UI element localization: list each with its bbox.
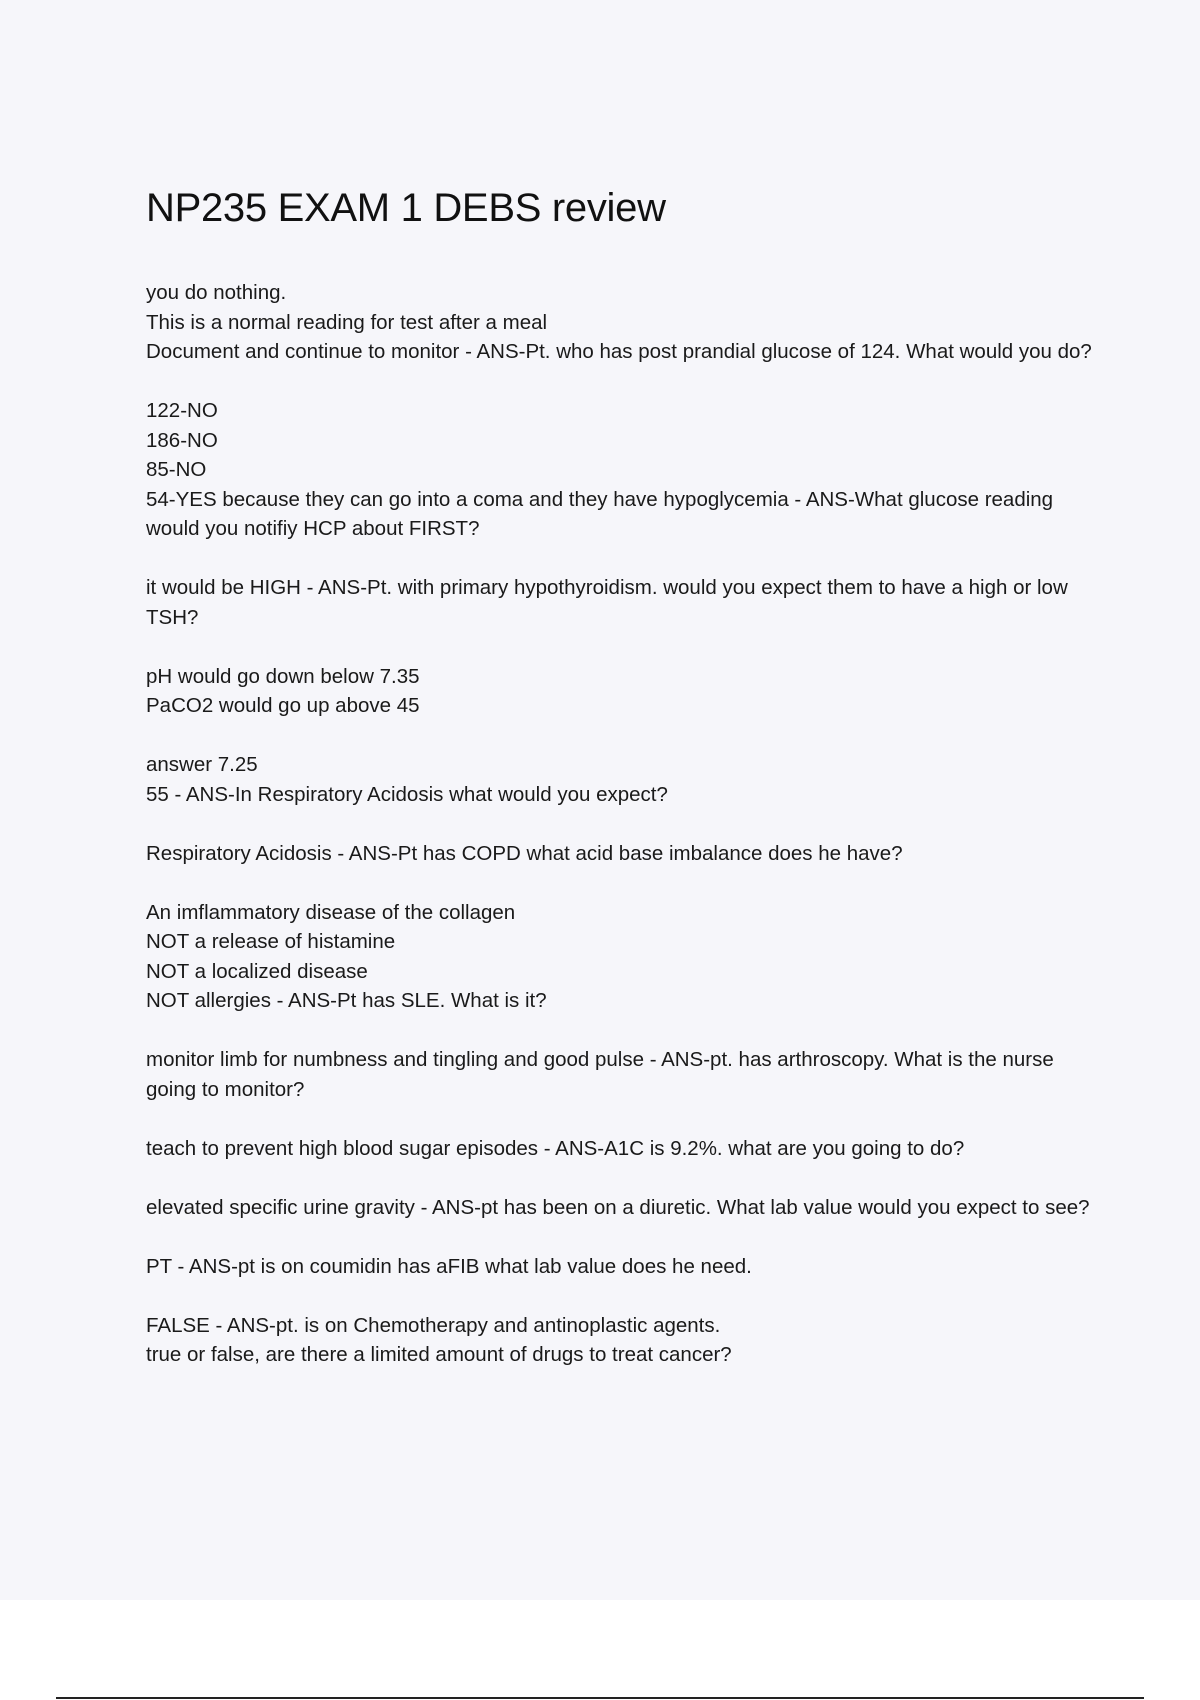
text-line: teach to prevent high blood sugar episodes - ANS-A1C is 9.2%. what are you going to do? xyxy=(146,1136,965,1160)
text-line: true or false, are there a limited amount of drugs to treat cancer? xyxy=(146,1343,732,1366)
text-line: An imflammatory disease of the collagen xyxy=(146,900,516,924)
text-line: Respiratory Acidosis - ANS-Pt has COPD what acid base imbalance does he have? xyxy=(146,841,903,865)
qa-block xyxy=(146,278,1096,367)
text-line: NOT allergies - ANS-Pt has SLE. What is it? xyxy=(146,989,547,1012)
qa-block xyxy=(146,1134,1096,1164)
text-line: Document and continue to monitor - ANS-Pt. who has post prandial glucose of 124. What would you do? xyxy=(146,340,1092,363)
qa-block xyxy=(146,1311,1096,1370)
text-line: PT - ANS-pt is on coumidin has aFIB what lab value does he need. xyxy=(146,1254,752,1278)
document-title: NP235 EXAM 1 DEBS review xyxy=(146,186,666,230)
qa-block xyxy=(146,396,1096,544)
footer-divider xyxy=(56,1697,1144,1699)
text-line: 186-NO xyxy=(146,428,218,452)
text-line: NOT a localized disease xyxy=(146,959,368,983)
text-line: 122-NO xyxy=(146,399,218,422)
text-line: 85-NO xyxy=(146,458,207,481)
qa-block xyxy=(146,1045,1096,1104)
text-line: 54-YES because they can go into a coma and they have hypoglycemia - ANS-What glucose reading would you notifiy HCP about FIRST? xyxy=(146,487,1054,540)
qa-block xyxy=(146,898,1096,1016)
qa-block xyxy=(146,750,1096,809)
document-body xyxy=(146,278,1096,1399)
text-line: PaCO2 would go up above 45 xyxy=(146,694,420,717)
text-line: you do nothing. xyxy=(146,281,287,304)
text-line: This is a normal reading for test after a meal xyxy=(146,310,548,334)
text-line: FALSE - ANS-pt. is on Chemotherapy and antinoplastic agents. xyxy=(146,1313,721,1337)
qa-block xyxy=(146,1193,1096,1223)
qa-block xyxy=(146,573,1096,632)
text-line: pH would go down below 7.35 xyxy=(146,664,420,688)
text-line: elevated specific urine gravity - ANS-pt has been on a diuretic. What lab value would you expect to see? xyxy=(146,1195,1090,1219)
qa-block xyxy=(146,662,1096,721)
text-line: answer 7.25 xyxy=(146,753,258,776)
text-line: it would be HIGH - ANS-Pt. with primary hypothyroidism. would you expect them to have a high or low TSH? xyxy=(146,576,1068,629)
qa-block xyxy=(146,1252,1096,1282)
text-line: NOT a release of histamine xyxy=(146,930,396,953)
text-line: monitor limb for numbness and tingling and good pulse - ANS-pt. has arthroscopy. What is the nurse going to monitor? xyxy=(146,1048,1054,1101)
text-line: 55 - ANS-In Respiratory Acidosis what would you expect? xyxy=(146,782,668,806)
qa-block xyxy=(146,839,1096,869)
